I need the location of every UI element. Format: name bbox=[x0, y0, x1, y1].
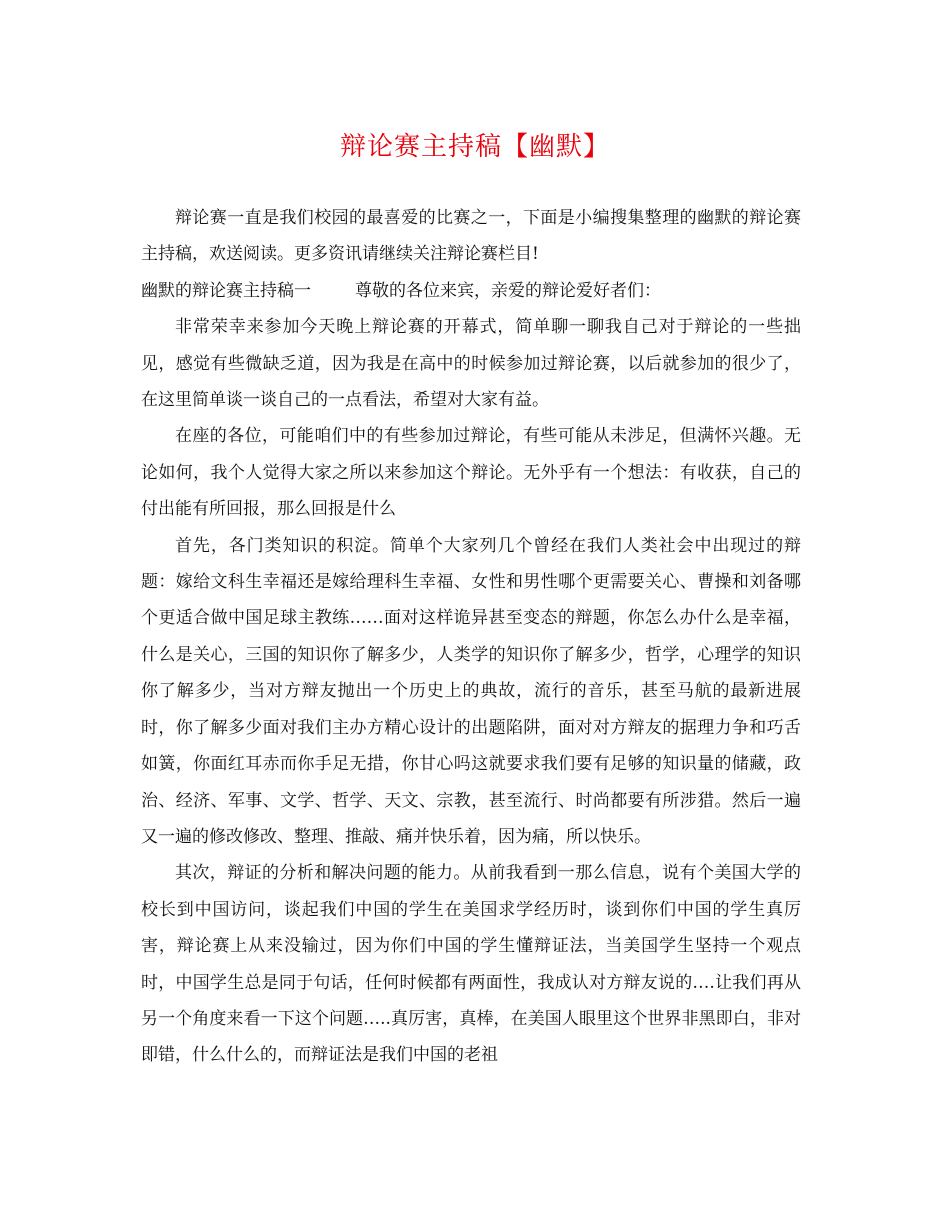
heading-line bbox=[141, 273, 801, 309]
heading-label: 幽默的辩论赛主持稿一 bbox=[141, 280, 311, 301]
greeting: 尊敬的各位来宾，亲爱的辩论爱好者们： bbox=[355, 280, 661, 301]
intro-paragraph: 辩论赛一直是我们校园的最喜爱的比赛之一，下面是小编搜集整理的幽默的辩论赛主持稿，欢送阅读。更多资讯请继续关注辩论赛栏目! bbox=[141, 208, 801, 265]
body-paragraph-1: 非常荣幸来参加今天晚上辩论赛的开幕式，简单聊一聊我自己对于辩论的一些拙见，感觉有些微缺乏道，因为我是在高中的时候参加过辩论赛，以后就参加的很少了，在这里简单谈一谈自己的一点看法，希望对大家有益。 bbox=[141, 317, 801, 411]
body-paragraph-3: 首先，各门类知识的积淀。简单个大家列几个曾经在我们人类社会中出现过的辩题：嫁给文科生幸福还是嫁给理科生幸福、女性和男性哪个更需要关心、曹操和刘备哪个更适合做中国足球主教练……面对这样诡异甚至变态的辩题，你怎么办什么是幸福，什么是关心，三国的知识你了解多少，人类学的知识你了解多少，哲学，心理学的知识你了解多少，当对方辩友抛出一个历史上的典故，流行的音乐，甚至马航的最新进展时，你了解多少面对我们主办方精心设计的出题陷阱，面对对方辩友的据理力争和巧舌如簧，你面红耳赤而你手足无措，你甘心吗这就要求我们要有足够的知识量的储藏，政治、经济、军事、文学、哲学、天文、宗教，甚至流行、时尚都要有所涉猎。然后一遍又一遍的修改修改、整理、推敲、痛并快乐着，因为痛，所以快乐。 bbox=[141, 535, 801, 847]
document-title: 辩论赛主持稿【幽默】 bbox=[339, 132, 610, 162]
document-body bbox=[141, 200, 801, 1074]
body-paragraph-4: 其次，辩证的分析和解决问题的能力。从前我看到一那么信息，说有个美国大学的校长到中国访问，谈起我们中国的学生在美国求学经历时，谈到你们中国的学生真厉害，辩论赛上从来没输过，因为你们中国的学生懂辩证法，当美国学生坚持一个观点时，中国学生总是同于句话，任何时候都有两面性，我成认对方辩友说的….让我们再从另一个角度来看一下这个问题…..真厉害，真棒，在美国人眼里这个世界非黑即白，非对即错，什么什么的，而辩证法是我们中国的老祖 bbox=[141, 863, 801, 1066]
body-paragraph-2: 在座的各位，可能咱们中的有些参加过辩论，有些可能从未涉足，但满怀兴趣。无论如何，我个人觉得大家之所以来参加这个辩论。无外乎有一个想法：有收获，自己的付出能有所回报，那么回报是什么 bbox=[141, 426, 801, 520]
